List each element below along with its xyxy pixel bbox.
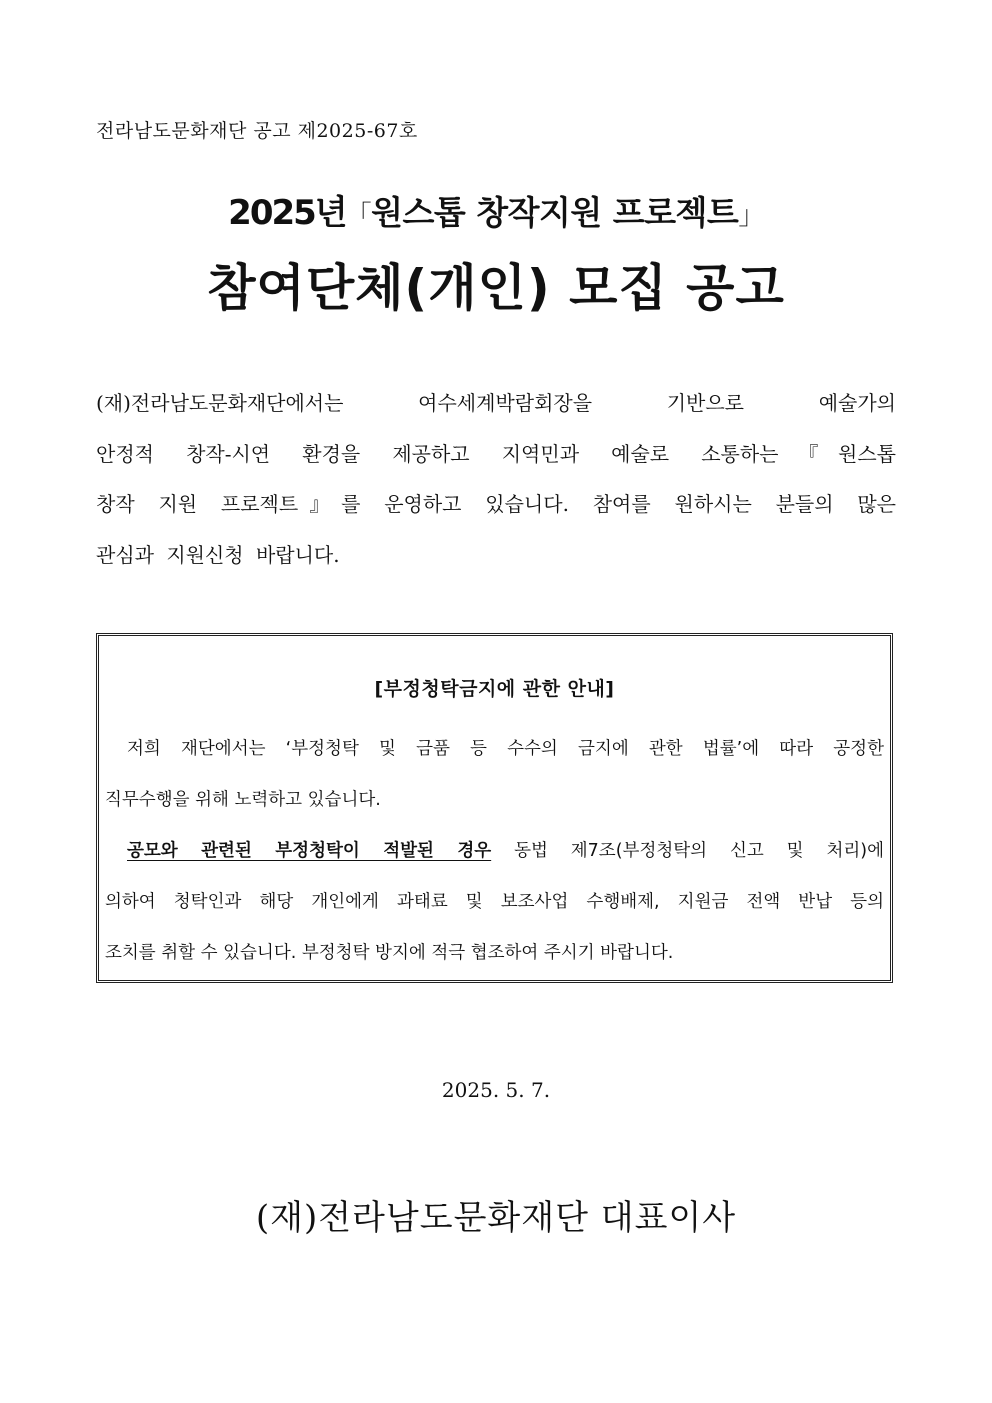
notice-box-title: [부정청탁금지에 관한 안내] [374,678,615,700]
notice-line: 직무수행을 위해 노력하고 있습니다. [105,790,381,810]
title-close-bracket: 」 [738,201,764,231]
intro-line: (재)전라남도문화재단에서는 여수세계박람회장을 기반으로 예술가의 [96,391,896,415]
notice-box-body [105,724,884,979]
notice-line [105,826,884,877]
intro-paragraph [96,378,896,580]
title-year: 2025년 [228,193,346,233]
intro-line: 창작 지원 프로젝트』를 운영하고 있습니다. 참여를 원하시는 분들의 많은 [96,492,896,516]
notice-emphasis: 공모와 관련된 부정청탁이 적발된 경우 [127,841,492,861]
title-open-bracket: 「 [345,201,372,231]
intro-line: 안정적 창작-시연 환경을 제공하고 지역민과 예술로 소통하는『원스톱 [96,441,896,466]
title-line-1 [0,185,992,234]
intro-line: 관심과 지원신청 바랍니다. [96,542,340,567]
title-line-2: 참여단체(개인) 모집 공고 [207,259,785,317]
anti-graft-notice-box [96,633,893,983]
title-project: 원스톱 창작지원 프로젝트 [371,193,739,232]
signer: (재)전라남도문화재단 대표이사 [255,1198,737,1238]
notice-line-rest: 동법 제7조(부정청탁의 신고 및 처리)에 [491,841,884,861]
notice-line: 의하여 청탁인과 해당 개인에게 과태료 및 보조사업 수행배제, 지원금 전액 반납 등의 [105,892,884,912]
notice-line: 조치를 취할 수 있습니다. 부정청탁 방지에 적극 협조하여 주시기 바랍니다. [105,943,674,963]
notice-line: 저희 재단에서는 ‘부정청탁 및 금품 등 수수의 금지에 관한 법률’에 따라 공정한 [127,739,884,759]
notice-number: 전라남도문화재단 공고 제2025-67호 [96,120,418,142]
notice-date: 2025. 5. 7. [441,1078,551,1102]
